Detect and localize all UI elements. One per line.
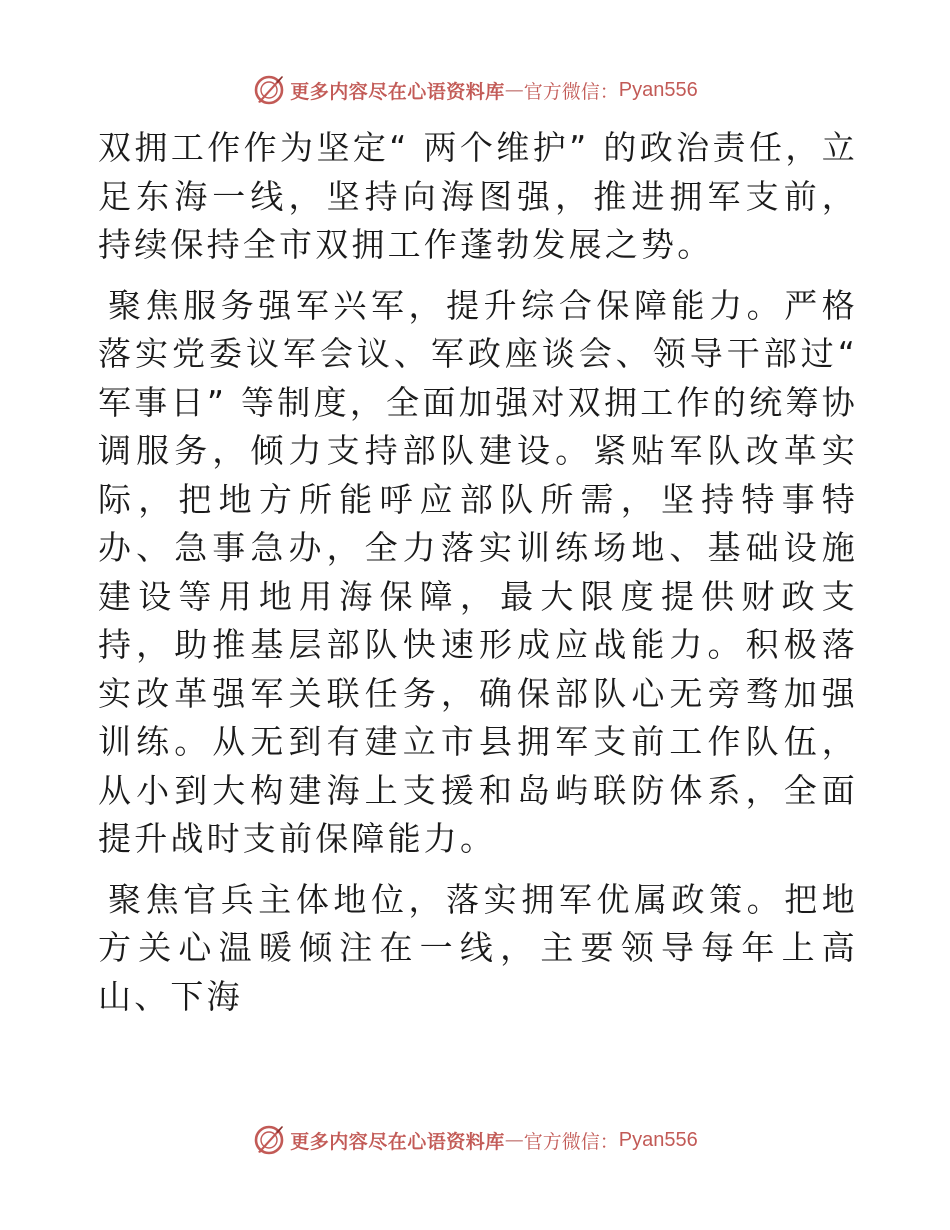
quill-logo-icon [252,1123,286,1157]
banner-wechat-label: 官方微信： [523,1130,619,1153]
quill-logo-icon [252,73,286,107]
banner-wechat-label: 官方微信： [523,80,619,103]
banner-main-text: 更多内容尽在心语资料库 [290,1130,505,1153]
paragraph-1: 双拥工作作为坚定“ 两个维护” 的政治责任，立足东海一线，坚持向海图强，推进拥军支前，持续保持全市双拥工作蓬勃发展之势。 [98,128,858,264]
paragraph-3: 聚焦官兵主体地位，落实拥军优属政策。把地方关心温暖倾注在一线，主要领导每年上高山、下海 [98,879,858,1016]
paragraph-2: 聚焦服务强军兴军，提升综合保障能力。严格落实党委议军会议、军政座谈会、领导干部过“ 军事日” 等制度，全面加强对双拥工作的统筹协调服务，倾力支持部队建设。紧贴军队改革实际，把地方所能呼应部队所需，坚持特事特办、急事急办，全力落实训练场地、基础设施建设等用地用海保障，最大限度提供财政支持，助推基层部队快速形成应战能力。积极落实改革强军关联任务，确保部队心无旁骛加强训练。从无到有建立市县拥军支前工作队伍，从小到大构建海上支援和岛屿联防体系，全面提升战时支前保障能力。 [98,285,858,858]
banner-separator: — [504,1129,524,1151]
header-watermark-banner [0,70,950,110]
footer-watermark-banner [0,1120,950,1160]
banner-wechat-id: Pyan556 [618,78,698,101]
banner-wechat-id: Pyan556 [618,1128,698,1151]
document-body [98,124,858,1033]
banner-main-text: 更多内容尽在心语资料库 [290,80,505,103]
banner-separator: — [504,79,524,101]
